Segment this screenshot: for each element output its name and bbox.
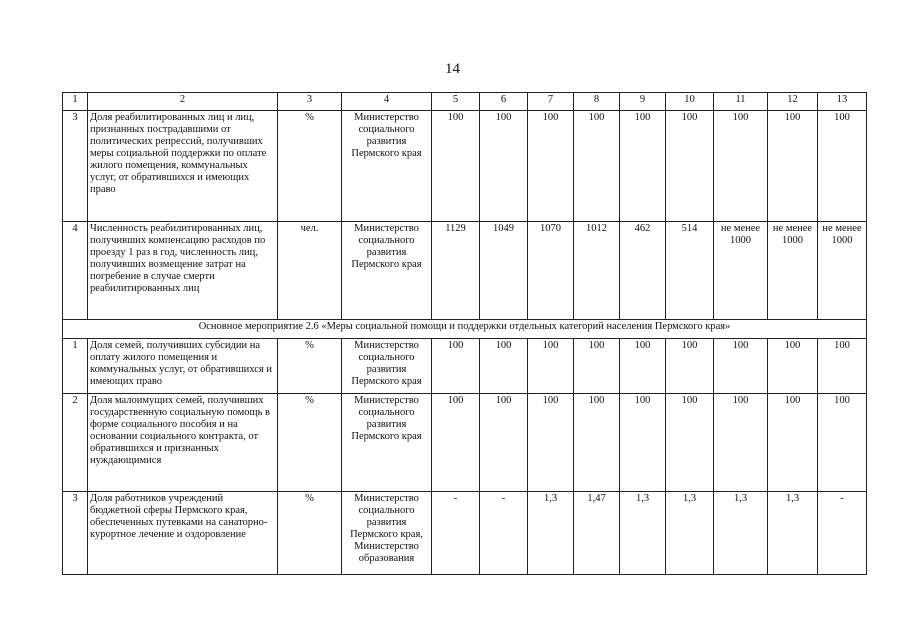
header-cell: 8 xyxy=(574,93,620,111)
value-cell: 1012 xyxy=(574,222,620,320)
value-cell: 100 xyxy=(768,394,818,492)
header-cell: 2 xyxy=(88,93,278,111)
responsible-org: Министерство социального развития Пермского края xyxy=(342,111,432,222)
value-cell: 1,3 xyxy=(528,492,574,575)
value-cell: - xyxy=(818,492,867,575)
value-cell: 100 xyxy=(666,394,714,492)
value-cell: 100 xyxy=(620,111,666,222)
value-cell: 100 xyxy=(818,339,867,394)
value-cell: 1129 xyxy=(432,222,480,320)
header-cell: 13 xyxy=(818,93,867,111)
value-cell: 514 xyxy=(666,222,714,320)
row-number: 1 xyxy=(63,339,88,394)
value-cell: 100 xyxy=(620,394,666,492)
responsible-org: Министерство социального развития Пермского края xyxy=(342,339,432,394)
header-cell: 11 xyxy=(714,93,768,111)
table-row xyxy=(63,492,867,575)
responsible-org: Министерство социального развития Пермского края, Министерство образования xyxy=(342,492,432,575)
unit: % xyxy=(278,394,342,492)
value-cell: 100 xyxy=(768,111,818,222)
header-cell: 3 xyxy=(278,93,342,111)
indicator-name: Доля работников учреждений бюджетной сферы Пермского края, обеспеченных путевками на санаторно-курортное лечение и оздоровление xyxy=(88,492,278,575)
value-cell: 100 xyxy=(666,111,714,222)
indicator-name: Доля семей, получивших субсидии на оплату жилого помещения и коммунальных услуг, от обратившихся и имеющих право xyxy=(88,339,278,394)
value-cell: 100 xyxy=(818,394,867,492)
value-cell: 100 xyxy=(432,111,480,222)
header-cell: 9 xyxy=(620,93,666,111)
unit: чел. xyxy=(278,222,342,320)
row-number: 3 xyxy=(63,492,88,575)
table-row xyxy=(63,394,867,492)
value-cell: 1,3 xyxy=(714,492,768,575)
header-cell: 7 xyxy=(528,93,574,111)
section-title: Основное мероприятие 2.6 «Меры социальной помощи и поддержки отдельных категорий населения Пермского края» xyxy=(63,320,867,339)
value-cell: 1,3 xyxy=(666,492,714,575)
value-cell: 100 xyxy=(432,339,480,394)
responsible-org: Министерство социального развития Пермского края xyxy=(342,394,432,492)
column-number-row xyxy=(63,93,867,111)
responsible-org: Министерство социального развития Пермского края xyxy=(342,222,432,320)
value-cell: 100 xyxy=(714,111,768,222)
value-cell: - xyxy=(432,492,480,575)
indicators-table xyxy=(62,92,867,575)
header-cell: 1 xyxy=(63,93,88,111)
value-cell: 100 xyxy=(480,339,528,394)
value-cell: 1049 xyxy=(480,222,528,320)
header-cell: 5 xyxy=(432,93,480,111)
value-cell: 100 xyxy=(768,339,818,394)
value-cell: 100 xyxy=(818,111,867,222)
value-cell: не менее 1000 xyxy=(818,222,867,320)
value-cell: не менее 1000 xyxy=(714,222,768,320)
value-cell: 100 xyxy=(574,394,620,492)
value-cell: 100 xyxy=(574,111,620,222)
table-row xyxy=(63,339,867,394)
value-cell: 100 xyxy=(620,339,666,394)
value-cell: 462 xyxy=(620,222,666,320)
row-number: 4 xyxy=(63,222,88,320)
value-cell: 1,3 xyxy=(620,492,666,575)
value-cell: 1,47 xyxy=(574,492,620,575)
value-cell: 100 xyxy=(666,339,714,394)
indicator-name: Доля малоимущих семей, получивших государственную социальную помощь в форме социального пособия и на основании социального контракта, от обратившихся и признанных нуждающимися xyxy=(88,394,278,492)
value-cell: 100 xyxy=(432,394,480,492)
value-cell: не менее 1000 xyxy=(768,222,818,320)
table-row xyxy=(63,111,867,222)
value-cell: 100 xyxy=(528,339,574,394)
row-number: 2 xyxy=(63,394,88,492)
value-cell: 100 xyxy=(480,394,528,492)
value-cell: 100 xyxy=(528,111,574,222)
header-cell: 10 xyxy=(666,93,714,111)
row-number: 3 xyxy=(63,111,88,222)
page-number: 14 xyxy=(445,61,460,77)
value-cell: 100 xyxy=(528,394,574,492)
value-cell: 100 xyxy=(714,394,768,492)
value-cell: 100 xyxy=(714,339,768,394)
header-cell: 4 xyxy=(342,93,432,111)
header-cell: 6 xyxy=(480,93,528,111)
value-cell: 1,3 xyxy=(768,492,818,575)
section-heading-row xyxy=(63,320,867,339)
indicator-name: Доля реабилитированных лиц и лиц, признанных пострадавшими от политических репрессий, получивших меры социальной поддержки по оплате жилого помещения, коммунальных услуг, от обратившихся и имеющих право xyxy=(88,111,278,222)
value-cell: 100 xyxy=(574,339,620,394)
table-row xyxy=(63,222,867,320)
unit: % xyxy=(278,339,342,394)
value-cell: 1070 xyxy=(528,222,574,320)
header-cell: 12 xyxy=(768,93,818,111)
unit: % xyxy=(278,492,342,575)
value-cell: - xyxy=(480,492,528,575)
unit: % xyxy=(278,111,342,222)
indicator-name: Численность реабилитированных лиц, получивших компенсацию расходов по проезду 1 раз в год, численность лиц, получивших возмещение затрат на погребение в случае смерти реабилитированных лиц xyxy=(88,222,278,320)
value-cell: 100 xyxy=(480,111,528,222)
